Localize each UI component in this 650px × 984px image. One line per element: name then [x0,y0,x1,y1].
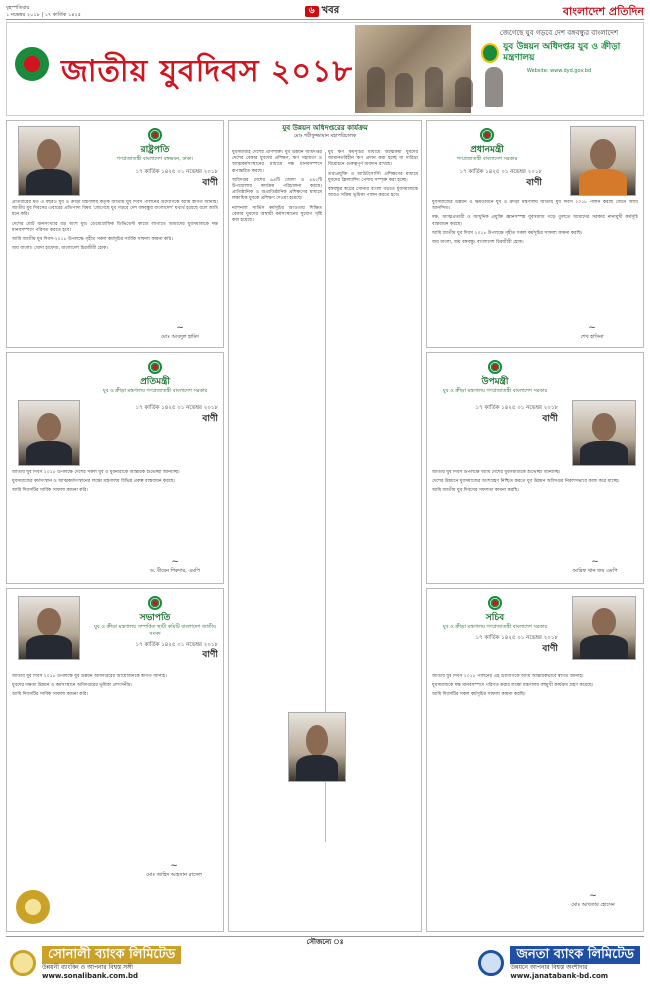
prime-minister-header [432,128,542,198]
president-paragraph: আমি জাতীয় যুব দিবস-২০১৮ উপলক্ষে গৃহীত সকল কর্মসূচির সার্বিক সাফল্য কামনা করি। [12,236,173,242]
center-article-col1 [232,150,322,690]
committee-chair-photo [18,596,80,660]
president-paragraph: জয় বাংলা। খোদা হাফেজ, বাংলাদেশ চিরজীবী হোক। [12,246,108,252]
sonali-bank-url[interactable]: www.sonalibank.com.bd [42,971,139,980]
president-signature-mark: ~ [176,323,184,333]
director-general-photo [288,712,346,782]
committee-chair-header [92,596,218,670]
masthead-weekday: বৃহস্পতিবার [6,5,30,12]
center-article-author: মোঃ শরীফুজ্জামান মহাপরিচালক [293,133,357,140]
ministry-lockup [481,42,637,64]
banner-slogan: জেগেছে যুব গড়বে দেশ বঙ্গবন্ধুর বাংলাদেশ [499,29,619,37]
deputy-minister-bani: বাণী [542,413,558,424]
minister-bani: বাণী [202,413,218,424]
masthead-page-indicator [305,5,340,18]
sponsor-footer [6,936,644,980]
deputy-minister-signature-name: আরিফ খান জয় এমপি [572,568,618,575]
deputy-minister-subheading: যুব ও ক্রীড়া মন্ত্রণালয় গণপ্রজাতন্ত্রী বাংলাদেশ সরকার [442,388,548,395]
prime-minister-signature-mark: ~ [588,323,596,333]
deputy-minister-heading: উপমন্ত্রী [481,377,509,387]
president-signature-name: মোঃ আবদুল হামিদ [161,334,199,341]
section-name: খবর [321,5,340,17]
committee-chair-signature-mark: ~ [170,861,178,871]
center-paragraph: যুব ঋণ কর্মসূচির মাধ্যমে আত্মকর্মী যুবদের জামানতবিহীন ঋণ প্রদান করা হচ্ছে যা দারিদ্র্য বিমোচনে গুরুত্বপূর্ণ অবদান রাখছে। [328,150,418,168]
president-header [92,128,218,198]
prime-minister-photo [570,126,636,196]
secretary-subheading: যুব ও ক্রীড়া মন্ত্রণালয় গণপ্রজাতন্ত্রী বাংলাদেশ সরকার [442,624,548,631]
banner-title: জাতীয় যুবদিবস ২০১৮ [61,54,353,89]
center-paragraph: যুবসমাজই দেশের প্রাণশক্তি। যুব উন্নয়ন অধিদপ্তর দেশের বেকার যুবদের প্রশিক্ষণ, ঋণ সহায়তা ও আত্মকর্মসংস্থানের মাধ্যমে দক্ষ মানবসম্পদে রূপান্তরিত করছে। [232,150,322,174]
center-article-header [232,124,418,150]
sonali-bank-tagline: উন্নয়নী ব্যাংকিং ও আপনার বিশ্বস্ত সঙ্গী [42,964,133,971]
committee-chair-paragraph: জাতীয় যুব দিবস ২০১৮ উপলক্ষে যুব উন্নয়ন অধিদপ্তরের আয়োজনকে স্বাগত জানাই। [12,674,167,679]
prime-minister-body [432,200,638,320]
president-emblem-icon [148,128,162,142]
secretary-signature [548,890,638,918]
janata-bank-ad [478,947,640,979]
newspaper-name: বাংলাদেশ প্রতিদিন [562,4,644,18]
janata-bank-emblem-icon [478,950,504,976]
sonali-bank-ad [10,947,181,979]
president-paragraph: দেশের মোট জনসংখ্যার বড় অংশ যুব। ডেমোগ্রাফিক ডিভিডেন্ট কাজে লাগাতে আমাদের যুবসমাজকে দক্ষ মানবসম্পদে পরিণত করতে হবে। [12,221,218,233]
secretary-emblem-icon [488,596,502,610]
janata-bank-name: জনতা ব্যাংক লিমিটেড [510,946,640,964]
government-emblem-icon [15,47,49,81]
prime-minister-signature [552,322,632,346]
minister-body [12,470,218,550]
president-date: ১৭ কার্তিক ১৪২৫ ০১ নভেম্বর ২০১৮ [135,168,218,175]
committee-chair-paragraph: যুবদের দক্ষতা উন্নয়ন ও কর্মসংস্থানে অধিদপ্তরের ভূমিকা প্রশংসনীয়। [12,683,133,689]
minister-paragraph: জাতীয় যুব দিবস ২০১৮ উপলক্ষে দেশের সকল যুব ও যুবনারীকে আন্তরিক শুভেচ্ছা জানাচ্ছি। [12,470,180,475]
committee-chair-paragraph: আমি দিবসটির সার্বিক সাফল্য কামনা করি। [12,692,88,698]
secretary-paragraph: যুবসমাজকে দক্ষ মানবসম্পদে পরিণত করার লক্ষ্যে মন্ত্রণালয় বহুমুখী কার্যক্রম গ্রহণ করেছে। [432,683,594,689]
minister-emblem-icon [148,360,162,374]
prime-minister-signature-name: শেখ হাসিনা [580,334,604,341]
secretary-signature-name: মোঃ আখতার হোসেন [571,902,615,909]
minister-signature [130,556,220,580]
page-number: ৬ [305,6,319,17]
minister-heading: প্রতিমন্ত্রী [140,377,170,387]
president-body [12,200,218,320]
president-photo [18,126,80,196]
secretary-heading: সচিব [485,613,505,623]
committee-chair-body [12,674,218,834]
center-paragraph: অধিদপ্তর দেশের ৬৪টি জেলা ও ৪৯২টি উপজেলায় কার্যক্রম পরিচালনা করছে। প্রাতিষ্ঠানিক ও অপ্রাতিষ্ঠানিক প্রশিক্ষণের মাধ্যমে লক্ষাধিক যুবকে প্রশিক্ষণ দেওয়া হয়েছে। [232,177,322,202]
president-subheading: গণপ্রজাতন্ত্রী বাংলাদেশ বঙ্গভবন, ঢাকা। [116,156,194,163]
sonali-bank-emblem-icon [10,950,36,976]
prime-minister-bani: বাণী [526,177,542,188]
center-paragraph: তথ্যপ্রযুক্তি ও আউটসোর্সিং প্রশিক্ষণের মাধ্যমে যুবদের ফ্রিল্যান্সিং পেশায় সম্পৃক্ত করা হচ্ছে। [328,171,418,183]
secretary-paragraph: আমি দিবসটির সকল কর্মসূচির সাফল্য কামনা করছি। [432,692,526,698]
minister-subheading: যুব ও ক্রীড়া মন্ত্রণালয় গণপ্রজাতন্ত্রী বাংলাদেশ সরকার [102,388,208,395]
center-article-heading: যুব উন্নয়ন অধিদপ্তরের কার্যক্রম [282,124,368,132]
deputy-minister-date: ১৭ কার্তিক ১৪২৫ ০১ নভেম্বর ২০১৮ [475,404,558,411]
deputy-minister-paragraph: আমি জাতীয় যুব দিবসের সফলতা কামনা করছি। [432,488,520,494]
deputy-minister-paragraph: জাতীয় যুব দিবস উপলক্ষে আমি দেশের যুবসমাজকে শুভেচ্ছা জানাচ্ছি। [432,470,561,475]
prime-minister-heading: প্রধানমন্ত্রী [470,145,504,155]
minister-signature-mark: ~ [171,557,179,567]
president-heading: রাষ্ট্রপতি [140,145,170,155]
committee-chair-signature-name: মোঃ জাহিদ আহসান রাসেল [146,872,202,879]
deputy-minister-signature [552,556,638,580]
committee-chair-subheading: যুব ও ক্রীড়া মন্ত্রণালয় সম্পর্কিত স্থায়ী কমিটি বাংলাদেশ জাতীয় সংসদ [93,624,217,637]
prime-minister-paragraph: দক্ষ, আত্মপ্রত্যয়ী ও আধুনিক প্রযুক্তি জ্ঞানসম্পন্ন যুবসমাজ গড়ে তুলতে আমাদের সরকার নানামুখী কর্মসূচি বাস্তবায়ন করছে। [432,215,638,227]
secretary-date: ১৭ কার্তিক ১৪২৫ ০১ নভেম্বর ২০১৮ [475,634,558,641]
deputy-minister-header [432,360,558,458]
president-signature [140,322,220,346]
sonali-bank-name: সোনালী ব্যাংক লিমিটেড [42,946,181,964]
minister-paragraph: আমি দিবসটির সার্বিক সাফল্য কামনা করি। [12,488,88,494]
minister-header [92,360,218,458]
banner-photo [355,25,471,113]
sponsor-label: সৌজন্যে ঃ [306,938,344,946]
committee-chair-emblem-icon [148,596,162,610]
secretary-header [432,596,558,670]
prime-minister-paragraph: যুবসমাজের উন্নয়ন ও ক্ষমতায়নে যুব ও ক্রীড়া মন্ত্রণালয় জাতীয় যুব দিবস ২০১৮ পালন করছে জেনে আমি আনন্দিত। [432,200,638,212]
prime-minister-date: ১৭ কার্তিক ১৪২৫ ০১ নভেম্বর ২০১৮ [459,168,542,175]
banner [6,22,644,116]
secretary-body [432,674,638,834]
sonali-bank-logo-icon [16,890,50,924]
committee-chair-date: ১৭ কার্তিক ১৪২৫ ০১ নভেম্বর ২০১৮ [135,641,218,648]
prime-minister-subheading: গণপ্রজাতন্ত্রী বাংলাদেশ সরকার [456,156,518,163]
president-paragraph: প্রতিবারের মত এ বছরও যুব ও ক্রীড়া মন্ত্রণালয় কর্তৃক জাতীয় যুব দিবস পালনের উদ্যোগকে আমি স্বাগত জানাই। জাতীয় যুব দিবসের এবারের প্রতিপাদ্য বিষয় 'জেগেছে যুব গড়বে দেশ বঙ্গবন্ধুর বাংলাদেশ' যথার্থ হয়েছে বলে আমি মনে করি। [12,200,218,218]
masthead-date: ১ নভেম্বর ২০১৮ | ১৭ কার্তিক ১৪২৫ [6,11,81,18]
secretary-photo [572,596,636,660]
committee-chair-bani: বাণী [202,650,218,661]
masthead-dateline [6,5,81,18]
minister-photo [18,400,80,466]
president-bani: বাণী [202,177,218,188]
center-article-col2 [328,150,418,690]
center-paragraph: বঙ্গবন্ধুর স্বপ্নের সোনার বাংলা গড়তে যুবসমাজকে আরও সক্রিয় ভূমিকা পালন করতে হবে। [328,186,418,199]
secretary-bani: বাণী [542,643,558,654]
minister-date: ১৭ কার্তিক ১৪২৫ ০১ নভেম্বর ২০১৮ [135,404,218,411]
masthead [6,4,644,20]
prime-minister-paragraph: জয় বাংলা, জয় বঙ্গবন্ধু। বাংলাদেশ চিরজীবী হোক। [432,239,524,245]
minister-signature-name: ড. বীরেন শিকদার, এমপি [150,568,200,575]
secretary-paragraph: জাতীয় যুব দিবস ২০১৮ পালনের এই উদ্যোগকে আমি আন্তরিকভাবে স্বাগত জানাই। [432,674,584,679]
committee-chair-signature [128,860,220,888]
janata-bank-tagline: উন্নয়নে আপনার বিশ্বস্ত অংশীদার [510,964,588,971]
center-paragraph: ন্যাশনাল সার্ভিস কর্মসূচির আওতায় শিক্ষিত বেকার যুবদের অস্থায়ী কর্মসংস্থানের সুযোগ সৃষ্টি করা হয়েছে। [232,205,322,223]
committee-chair-heading: সভাপতি [139,613,171,623]
banner-website: Website: www.dyd.gov.bd [526,67,592,74]
minister-paragraph: যুবসমাজের কর্মসংস্থান ও আত্মকর্মসংস্থানের লক্ষ্যে মন্ত্রণালয় বিভিন্ন প্রকল্প বাস্তবায়ন করছে। [12,479,176,485]
prime-minister-emblem-icon [480,128,494,142]
deputy-minister-emblem-icon [488,360,502,374]
deputy-minister-signature-mark: ~ [591,557,599,567]
janata-bank-url[interactable]: www.janatabank-bd.com [510,971,609,980]
deputy-minister-photo [572,400,636,466]
secretary-signature-mark: ~ [589,891,597,901]
ministry-name: যুব উন্নয়ন অধিদপ্তর যুব ও ক্রীড়া মন্ত্রণালয় [503,42,621,63]
deputy-minister-paragraph: দেশের উন্নয়নে যুবসমাজের অংশগ্রহণ নিশ্চিত করতে যুব উন্নয়ন অধিদপ্তর নিরলসভাবে কাজ করে যাচ্ছে। [432,479,620,485]
prime-minister-paragraph: আমি জাতীয় যুব দিবস ২০১৮ উপলক্ষে গৃহীত সকল কর্মসূচির সাফল্য কামনা করছি। [432,230,583,236]
deputy-minister-body [432,470,638,550]
youth-ministry-logo-icon [481,43,499,63]
